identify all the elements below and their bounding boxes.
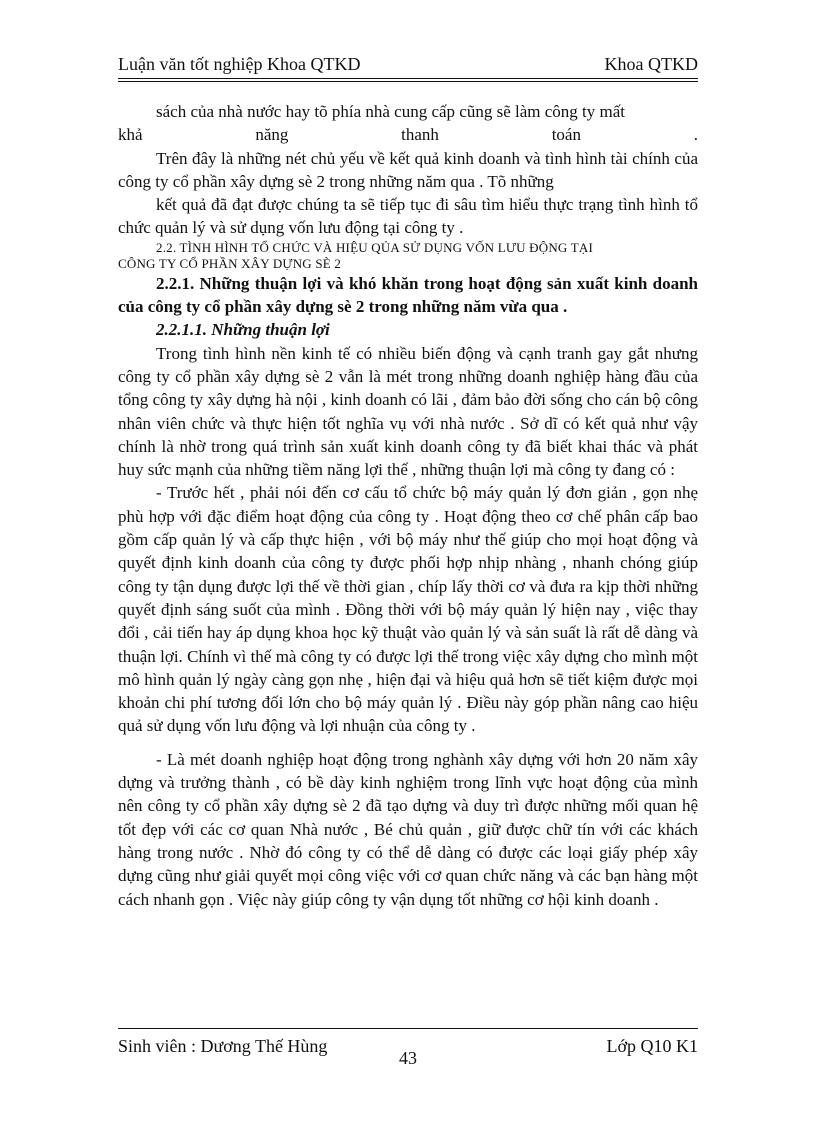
paragraph: - Trước hết , phải nói đến cơ cấu tổ chức bộ máy quản lý đơn giản , gọn nhẹ phù hợp với đặc điểm hoạt động của công ty . Hoạt động theo cơ chế phân cấp bao gồm cấp quản lý và cấp thực hiện , với bộ máy như thế giúp cho mọi hoạt động và quyết định kinh doanh của công ty được phối hợp nhịp nhàng , nhanh chóng giúp công ty tận dụng được lợi thế về thời gian , chíp lấy thời cơ và đưa ra kịp thời những quyết định sáng suốt của mình . Đồng thời với bộ máy quản lý hiện nay , việc thay đổi , cải tiến hay áp dụng khoa học kỹ thuật vào quản lý và sản suất là rất dễ dàng và thuận lợi. Chính vì thế mà công ty có được lợi thế trong việc xây dựng cho mình một mô hình quản lý ngày càng gọn nhẹ , hiện đại và hiệu quả hơn sẽ tiết kiệm được mọi khoản chi phí tương đối lớn cho bộ máy quản lý . Điều này góp phần nâng cao hiệu quả sử dụng vốn lưu động và lợi nhuận của công ty . [118, 483, 698, 736]
footer-student: Sinh viên : Dương Thế Hùng [118, 1036, 328, 1056]
paragraph: - Là mét doanh nghiệp hoạt động trong nghành xây dựng với hơn 20 năm xây dựng và trưởng thành , có bề dày kinh nghiệm trong lĩnh vực hoạt động của mình nên công ty cổ phần xây dựng sè 2 đã tạo dựng và duy trì được những mối quan hệ tốt đẹp với các cơ quan Nhà nước , Bé chủ quản , giữ được chữ tín với các khách hàng trong nước . Nhờ đó công ty có thể dễ dàng có được các loại giấy phép xây dựng cũng như giải quyết mọi công việc với cơ quan chức năng và các bạn hàng một cách nhanh gọn . Việc này giúp công ty vận dụng tốt những cơ hội kinh doanh . [118, 749, 698, 909]
document-body [118, 100, 698, 911]
section-heading-continued: CÔNG TY CỔ PHẦN XÂY DỰNG SÈ 2 [118, 255, 342, 271]
header-faculty: Khoa QTKD [604, 54, 698, 74]
paragraph-gap [118, 738, 698, 748]
paragraph: Trong tình hình nền kinh tế có nhiều biến động và cạnh tranh gay gắt nhưng công ty cổ phần xây dựng sè 2 vẫn là mét trong những doanh nghiệp hàng đầu của tổng công ty xây dựng hà nội , kinh doanh có lãi , đảm bảo đời sống cho cán bộ công nhân viên chức và thực hiện tốt nghĩa vụ với nhà nước . Sở dĩ có kết quả như vậy chính là nhờ trong quá trình sản xuất kinh doanh công ty đã biết khai thác và phát huy sức mạnh của những tiềm năng lợi thế , những thuận lợi mà công ty đang có : [118, 343, 698, 480]
header-rule-top [118, 78, 698, 79]
page-number: 43 [399, 1048, 417, 1068]
header-rule-bottom [118, 81, 698, 82]
header-thesis-title: Luận văn tốt nghiệp Khoa QTKD [118, 54, 361, 74]
paragraph: kết quả đã đạt được chúng ta sẽ tiếp tục đi sâu tìm hiểu thực trạng tình hình tổ chức quản lý và sử dụng vốn lưu động tại công ty . [118, 195, 698, 238]
section-heading: 2.2. TÌNH HÌNH TỔ CHỨC VÀ HIỆU QỦA SỬ DỤNG VỐN LƯU ĐỘNG TẠI [156, 239, 593, 255]
footer-rule [118, 1028, 698, 1029]
paragraph-line: khả năng thanh toán . [118, 125, 698, 145]
page-header [118, 52, 698, 78]
subsection-heading: 2.2.1. Những thuận lợi và khó khăn trong hoạt động sản xuất kinh doanh của công ty cổ phần xây dựng sè 2 trong những năm vừa qua . [118, 273, 698, 317]
paragraph-line: sách của nhà nước hay tõ phía nhà cung cấp cũng sẽ làm công ty mất [156, 102, 626, 121]
paragraph: Trên đây là những nét chủ yếu về kết quả kinh doanh và tình hình tài chính của công ty cổ phần xây dựng sè 2 trong những năm qua . Tõ những [118, 148, 698, 191]
subsubsection-heading: 2.2.1.1. Những thuận lợi [156, 320, 330, 340]
footer-class: Lớp Q10 K1 [606, 1036, 698, 1056]
